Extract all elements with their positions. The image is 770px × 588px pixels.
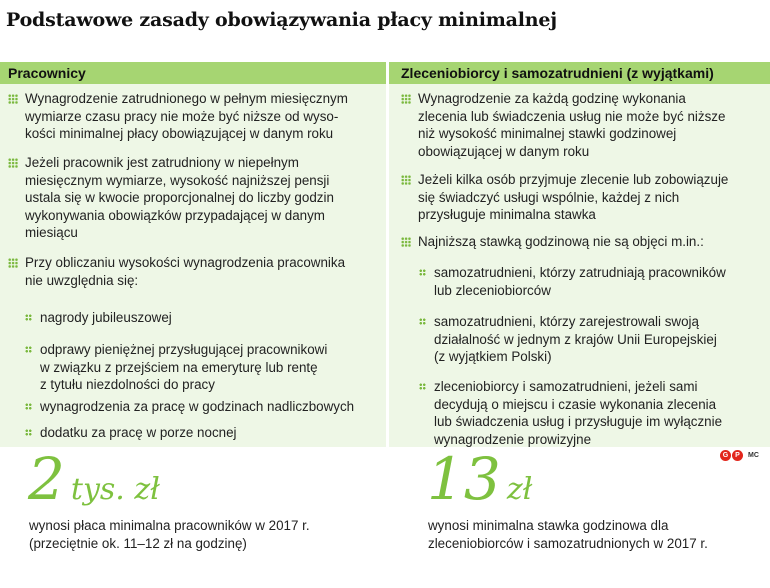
logo-letter-icon: P [732, 450, 743, 461]
sub-list-item: nagrody jubileuszowej [40, 309, 172, 327]
dot-grid-bullet-icon [25, 403, 32, 410]
dot-grid-bullet-icon [25, 429, 32, 436]
list-item: Jeżeli kilka osób przyjmuje zlecenie lub zobowiązuje się świadczyć usługi wspólnie, każdej z nich przysługuje minimalna stawka [418, 171, 728, 224]
dot-grid-bullet-icon [8, 258, 18, 268]
author-credit: MC [748, 452, 759, 459]
page-title: Podstawowe zasady obowiązywania płacy minimalnej [6, 9, 557, 31]
list-item: Jeżeli pracownik jest zatrudniony w niepełnym miesięcznym wymiarze, wysokość najniższej pensji ustala się w kwocie proporcjonalnej do liczby godzin wykonywania obowiązków przypadającej w danym miesiącu [25, 154, 334, 242]
stat-description: wynosi minimalna stawka godzinowa dla zleceniobiorców i samozatrudnionych w 2017 r. [428, 518, 708, 551]
list-item: Wynagrodzenie zatrudnionego w pełnym miesięcznym wymiarze czasu pracy nie może być niższe od wyso- kości minimalnej płacy obowiązującej w danym roku [25, 90, 348, 143]
dot-grid-bullet-icon [401, 94, 411, 104]
list-item: Najniższą stawką godzinową nie są objęci m.in.: [418, 233, 704, 251]
dot-grid-bullet-icon [419, 383, 426, 390]
column-header-contractors: Zleceniobiorcy i samozatrudnieni (z wyjątkami) [389, 62, 770, 84]
sub-list-item: zleceniobiorcy i samozatrudnieni, jeżeli sami decydują o miejscu i czasie wykonania zlecenia lub świadczenia usług i przysługuje im wyłącznie wynagrodzenie prowizyjne [434, 378, 722, 448]
dot-grid-bullet-icon [8, 158, 18, 168]
column-contractors [389, 62, 770, 447]
dot-grid-bullet-icon [8, 94, 18, 104]
list-item: Wynagrodzenie za każdą godzinę wykonania zlecenia lub świadczenia usług nie może być niższe niż wysokość minimalnej stawki godzinowej obowiązującej w danym roku [418, 90, 725, 160]
dot-grid-bullet-icon [419, 269, 426, 276]
column-body-employees [0, 84, 386, 447]
column-employees [0, 62, 386, 447]
column-header-employees: Pracownicy [0, 62, 386, 84]
dot-grid-bullet-icon [401, 175, 411, 185]
stat-description: wynosi płaca minimalna pracowników w 2017 r. (przeciętnie ok. 11–12 zł na godzinę) [29, 518, 310, 551]
dot-grid-bullet-icon [25, 346, 32, 353]
big-stat-number: 13 zł [427, 445, 533, 513]
column-body-contractors [389, 84, 770, 447]
list-item: Przy obliczaniu wysokości wynagrodzenia pracownika nie uwzględnia się: [25, 254, 345, 289]
sub-list-item: odprawy pieniężnej przysługującej pracownikowi w związku z przejściem na emeryturę lub rentę z tytułu niezdolności do pracy [40, 341, 327, 394]
big-stat-number: 2 tys. zł [28, 445, 160, 513]
dot-grid-bullet-icon [419, 318, 426, 325]
sub-list-item: dodatku za pracę w porze nocnej [40, 424, 237, 442]
logo-letter-icon: G [720, 450, 731, 461]
dot-grid-bullet-icon [25, 314, 32, 321]
dot-grid-bullet-icon [401, 237, 411, 247]
sub-list-item: samozatrudnieni, którzy zatrudniają pracowników lub zleceniobiorców [434, 264, 726, 299]
publisher-logo [720, 450, 759, 461]
sub-list-item: wynagrodzenia za pracę w godzinach nadliczbowych [40, 398, 354, 416]
sub-list-item: samozatrudnieni, którzy zarejestrowali swoją działalność w jednym z krajów Unii Europejskiej (z wyjątkiem Polski) [434, 313, 717, 366]
